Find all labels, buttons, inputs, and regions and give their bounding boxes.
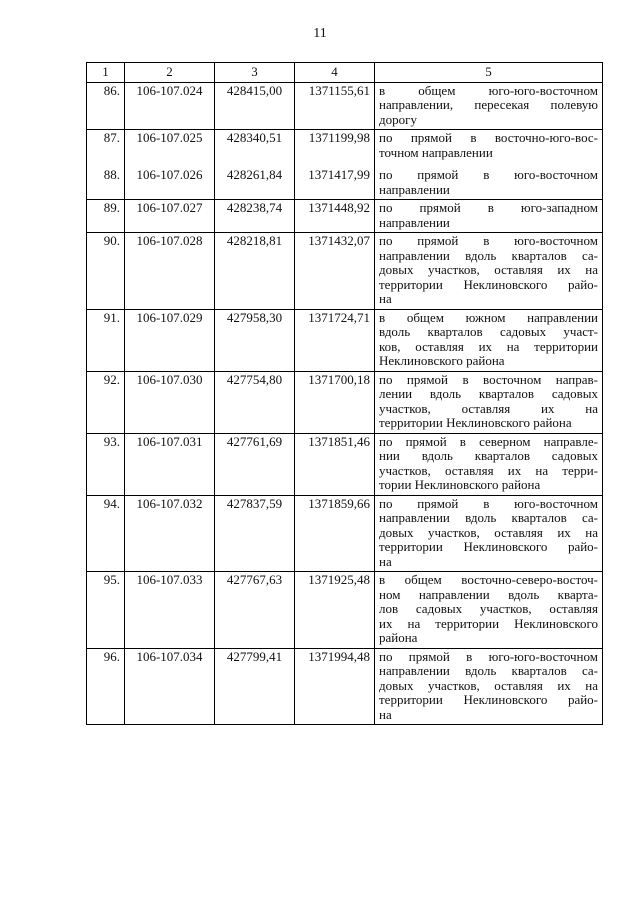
coordinate-y: 1371994,48 — [308, 648, 370, 664]
coordinate-x-cell — [215, 572, 295, 649]
description-line: довых участков, оставляя их на — [379, 677, 598, 693]
description-line: Неклиновского района — [379, 353, 505, 368]
point-number: 88. — [103, 167, 120, 182]
point-number-cell — [87, 82, 125, 130]
description-cell — [375, 82, 603, 130]
description-cell — [375, 309, 603, 371]
point-number-cell — [87, 433, 125, 495]
table-row — [87, 233, 603, 310]
description-line: на — [379, 291, 392, 306]
description-cell — [375, 371, 603, 433]
coordinate-x: 427761,69 — [226, 433, 283, 449]
description-line: тории Неклиновского района — [379, 477, 541, 492]
table-row — [87, 200, 603, 233]
description-line: участков, оставляя их на — [379, 400, 598, 416]
description-line: на — [379, 553, 392, 569]
description-line: в общем южном направлении — [379, 309, 598, 325]
coordinate-x: 427767,63 — [226, 572, 283, 587]
page-number: 11 — [313, 26, 327, 41]
coordinate-y-cell — [295, 233, 375, 310]
coordinate-y: 1371925,48 — [308, 572, 370, 587]
point-number-cell — [87, 200, 125, 233]
point-code-cell — [125, 130, 215, 200]
description-line: довых участков, оставляя их на — [379, 524, 598, 540]
coordinate-y-cell — [295, 648, 375, 725]
header-col-2: 2 — [125, 63, 215, 83]
description-cell — [375, 495, 603, 572]
coordinate-x-cell — [215, 433, 295, 495]
table-row — [87, 648, 603, 725]
description-cell — [375, 130, 603, 200]
coordinate-x: 427754,80 — [226, 371, 283, 387]
table-row — [87, 495, 603, 572]
description-line: района — [379, 630, 418, 645]
coordinate-x-cell — [215, 82, 295, 130]
coordinate-y: 1371700,18 — [308, 371, 370, 387]
description-line: дорогу — [379, 111, 417, 127]
description-line: в общем восточно-северо-восточ- — [379, 572, 598, 587]
description-line: направлении, пересекая полевую — [379, 97, 598, 112]
coordinates-table — [86, 62, 603, 725]
description-line: нии вдоль кварталов садовых — [379, 448, 598, 463]
description-line: участков, оставляя их на терри- — [379, 462, 598, 478]
point-code: 106-107.029 — [136, 309, 203, 325]
description-line: направлении — [379, 181, 450, 197]
coordinate-x-cell — [215, 130, 295, 200]
coordinate-x: 428238,74 — [226, 200, 283, 215]
description-line: лении вдоль кварталов садовых — [379, 386, 598, 401]
coordinate-y: 1371155,61 — [308, 82, 370, 98]
coordinate-y-cell — [295, 371, 375, 433]
description-line: их на территории Неклиновского — [379, 615, 598, 631]
point-number-cell — [87, 130, 125, 200]
description-line: территории Неклиновского райо- — [379, 276, 598, 292]
description-line: территории Неклиновского райо- — [379, 692, 598, 707]
table-row — [87, 371, 603, 433]
point-number-cell — [87, 233, 125, 310]
description-line: вдоль кварталов садовых участ- — [379, 324, 598, 339]
coordinate-x: 427958,30 — [226, 309, 283, 325]
point-code-cell — [125, 495, 215, 572]
point-code: 106-107.033 — [136, 572, 203, 587]
point-code: 106-107.028 — [136, 233, 203, 248]
table-body — [87, 82, 603, 725]
table-row — [87, 82, 603, 130]
coordinate-x: 427799,41 — [226, 648, 283, 664]
point-code-cell — [125, 572, 215, 649]
header-col-5: 5 — [375, 63, 603, 83]
coordinate-x: 427837,59 — [226, 495, 283, 511]
description-cell — [375, 233, 603, 310]
point-number-cell — [87, 309, 125, 371]
point-number: 92. — [103, 371, 120, 387]
coordinate-y-cell — [295, 572, 375, 649]
coordinate-y: 1371432,07 — [308, 233, 370, 248]
point-code: 106-107.032 — [136, 495, 203, 511]
description-cell — [375, 200, 603, 233]
point-number: 86. — [103, 82, 120, 98]
description-line: по прямой в юго-восточном — [379, 233, 598, 248]
coordinate-y-cell — [295, 82, 375, 130]
header-col-3: 3 — [215, 63, 295, 83]
description-line: по прямой в юго-западном — [379, 200, 598, 215]
table-row — [87, 572, 603, 649]
description-cell — [375, 648, 603, 725]
description-line: направлении вдоль кварталов са- — [379, 247, 598, 263]
description-line: по прямой в юго-восточном — [379, 495, 598, 511]
coordinate-y-cell — [295, 495, 375, 572]
table-header-row — [87, 63, 603, 83]
description-line: по прямой в юго-восточном — [379, 167, 598, 182]
coordinate-x: 428218,81 — [226, 233, 283, 248]
coordinate-y: 1371851,46 — [308, 433, 370, 449]
point-code: 106-107.026 — [136, 167, 203, 182]
table-row — [87, 433, 603, 495]
point-number-cell — [87, 371, 125, 433]
description-line: в общем юго-юго-восточном — [379, 82, 598, 98]
point-code: 106-107.024 — [136, 82, 203, 98]
coordinate-x-cell — [215, 200, 295, 233]
coordinate-y-cell — [295, 309, 375, 371]
description-line: направлении — [379, 214, 450, 230]
description-line: ков, оставляя их на территории — [379, 338, 598, 354]
description-line: по прямой в восточном направ- — [379, 371, 598, 387]
header-col-1: 1 — [87, 63, 125, 83]
point-code-cell — [125, 433, 215, 495]
coordinate-x-cell — [215, 648, 295, 725]
description-cell — [375, 572, 603, 649]
point-code-cell — [125, 233, 215, 310]
coordinate-y-cell — [295, 200, 375, 233]
point-code: 106-107.034 — [136, 648, 203, 664]
point-number: 89. — [103, 200, 120, 215]
point-code: 106-107.025 — [136, 130, 203, 145]
description-line: территории Неклиновского райо- — [379, 539, 598, 554]
description-line: по прямой в северном направле- — [379, 433, 598, 449]
coordinate-x-cell — [215, 309, 295, 371]
point-number: 96. — [103, 648, 120, 664]
point-code-cell — [125, 648, 215, 725]
header-col-4: 4 — [295, 63, 375, 83]
coordinate-y: 1371199,98 — [308, 130, 370, 145]
description-line: ном направлении вдоль кварта- — [379, 586, 598, 602]
coordinate-y: 1371448,92 — [308, 200, 370, 215]
point-number: 95. — [103, 572, 120, 587]
point-number: 93. — [103, 433, 120, 449]
description-line: довых участков, оставляя их на — [379, 262, 598, 277]
coordinate-x: 428415,00 — [226, 82, 283, 98]
point-code-cell — [125, 371, 215, 433]
point-code: 106-107.027 — [136, 200, 203, 215]
table-row — [87, 309, 603, 371]
point-number: 91. — [103, 309, 120, 325]
point-code-cell — [125, 309, 215, 371]
description-line: по прямой в восточно-юго-вос- — [379, 130, 598, 145]
coordinate-y: 1371859,66 — [308, 495, 370, 511]
point-number-cell — [87, 495, 125, 572]
coordinate-x: 428340,51 — [226, 130, 283, 145]
coordinate-x-cell — [215, 371, 295, 433]
point-code-cell — [125, 200, 215, 233]
coordinate-y: 1371724,71 — [308, 309, 370, 325]
coordinate-y-cell — [295, 433, 375, 495]
point-code-cell — [125, 82, 215, 130]
description-line: лов садовых участков, оставляя — [379, 601, 598, 616]
point-code: 106-107.031 — [136, 433, 203, 449]
coordinate-y-cell — [295, 130, 375, 200]
coordinate-x: 428261,84 — [226, 167, 283, 182]
point-number: 87. — [103, 130, 120, 145]
coordinate-y: 1371417,99 — [308, 167, 370, 182]
point-number: 94. — [103, 495, 120, 511]
description-line: направлении вдоль кварталов са- — [379, 663, 598, 678]
point-number: 90. — [103, 233, 120, 248]
description-cell — [375, 433, 603, 495]
coordinate-x-cell — [215, 233, 295, 310]
table-row — [87, 130, 603, 200]
description-line: направлении вдоль кварталов са- — [379, 510, 598, 525]
description-line: по прямой в юго-юго-восточном — [379, 648, 598, 664]
description-line: точном направлении — [379, 144, 493, 160]
point-number-cell — [87, 572, 125, 649]
point-code: 106-107.030 — [136, 371, 203, 387]
point-number-cell — [87, 648, 125, 725]
description-line: территории Неклиновского района — [379, 415, 572, 430]
description-line: на — [379, 706, 392, 722]
coordinate-x-cell — [215, 495, 295, 572]
